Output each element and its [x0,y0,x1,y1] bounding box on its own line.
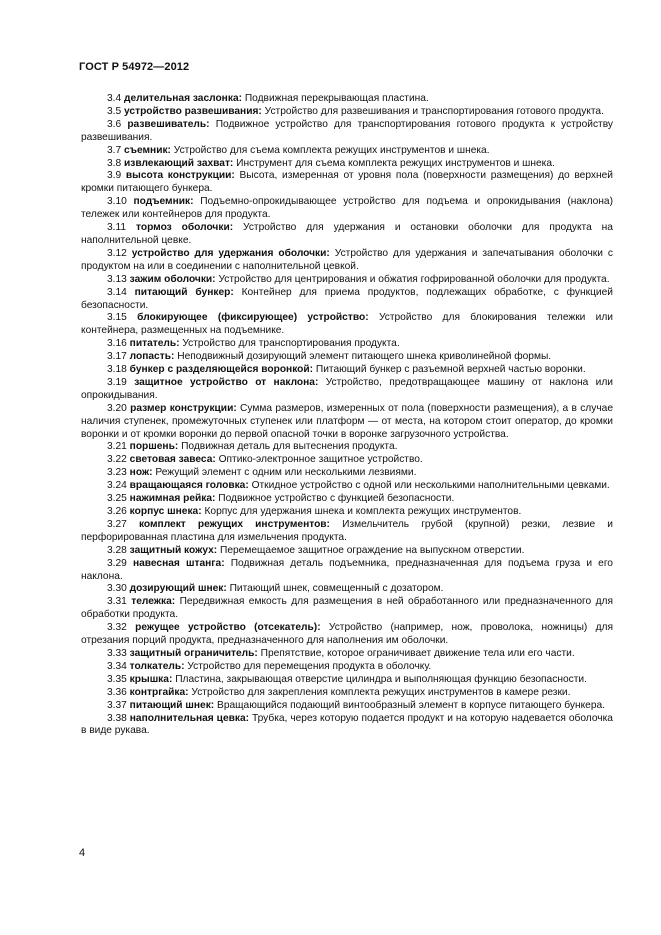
entry-term: крышка: [129,673,173,685]
entry-definition: Питающий шнек, совмещенный с дозатором. [229,583,444,595]
entry-term: контргайка: [129,686,189,698]
definition-entry [81,480,613,493]
entry-term: питающий бункер: [134,286,234,298]
entry-definition: Подвижная деталь для вытеснения продукта. [181,441,398,453]
entry-definition: Инструмент для съема комплекта режущих инструментов и шнека. [236,157,555,169]
definition-entry [81,287,613,313]
entry-number: 3.29 [107,557,127,569]
definition-entry [81,377,613,403]
entry-term: бункер с разделяющейся воронкой: [129,364,314,376]
definition-entry [81,519,613,545]
entry-definition: Перемещаемое защитное ограждение на выпускном отверстии. [220,544,525,556]
entry-number: 3.4 [107,93,122,104]
entry-number: 3.25 [107,493,127,505]
definition-entry [81,700,613,713]
entry-definition: Устройство для съема комплекта режущих инструментов и шнека. [173,144,490,156]
entry-number: 3.10 [107,196,127,208]
entry-term: режущее устройство (отсекатель): [135,622,321,634]
entry-term: подъемник: [133,196,194,208]
entry-term: развешиватель: [127,118,210,130]
entry-term: корпус шнека: [129,506,202,517]
entry-definition: Препятствие, которое ограничивает движение тела или его части. [260,647,575,659]
entry-number: 3.38 [107,712,127,724]
definition-entry [81,119,613,145]
definition-entry [81,170,613,196]
entry-definition: Устройство для блокирования тележки или контейнера, размещенных на подъемнике. [81,312,613,337]
entry-number: 3.14 [107,286,127,298]
entry-definition: Оптико-электронное защитное устройство. [218,454,423,466]
entry-number: 3.17 [107,351,127,363]
entry-term: устройство развешивания: [124,105,262,117]
entry-term: комплект режущих инструментов: [138,518,330,530]
entry-term: тормоз оболочки: [136,222,234,234]
entry-number: 3.37 [107,699,127,711]
entry-term: защитный ограничитель: [129,647,258,659]
entry-definition: Подвижная перекрывающая пластина. [244,93,429,104]
definition-entry [81,351,613,364]
definition-entry [81,506,613,519]
entry-term: защитное устройство от наклона: [134,376,319,388]
definition-entry [81,622,613,648]
entry-number: 3.24 [107,480,127,492]
entry-term: нажимная рейка: [129,493,216,505]
definition-entry [81,403,613,442]
entry-term: защитный кожух: [129,544,218,556]
entry-definition: Подвижное устройство для транспортирования готового продукта к устройству развешивания. [81,118,613,143]
entry-definition: Контейнер для приема продуктов, подлежащих обработке, с функцией безопасности. [81,286,613,311]
entry-definition: Измельчитель грубой (крупной) резки, лезвие и перфорированная пластина для измельчения продукта. [81,518,613,543]
entry-number: 3.19 [107,376,127,388]
entry-definition: Устройство для транспортирования продукта. [182,338,400,350]
definition-entry [81,338,613,351]
entry-number: 3.12 [107,247,127,259]
definition-entry [81,713,613,739]
definition-entry [81,674,613,687]
entry-term: лопасть: [129,351,175,363]
entry-definition: Пластина, закрывающая отверстие цилиндра и выполняющая функцию безопасности. [175,673,587,685]
entry-definition: Режущий элемент с одним или несколькими лезвиями. [155,467,417,479]
entry-definition: Корпус для удержания шнека и комплекта режущих инструментов. [204,506,522,517]
entry-definition: Устройство для удержания и остановки оболочки для продукта на наполнительной цевке. [81,222,613,246]
entry-term: световая завеса: [129,454,216,466]
entry-definition: Передвижная емкость для размещения в ней обработанного или предназначенного для обработки продукта. [81,596,613,621]
entry-definition: Устройство для удержания и запечатывания оболочки с продуктом на или в соединении с наполнительной цевкой. [81,247,613,272]
entry-term: извлекающий захват: [124,157,234,169]
entry-number: 3.36 [107,686,127,698]
entry-number: 3.5 [107,105,122,117]
definition-entry [81,248,613,274]
entry-term: зажим оболочки: [129,273,216,285]
entry-term: делительная заслонка: [124,93,242,104]
entry-definition: Питающий бункер с разъемной верхней частью воронки. [315,364,586,376]
entry-number: 3.21 [107,441,127,453]
entry-number: 3.34 [107,660,127,672]
definition-entry [81,583,613,596]
entry-term: питающий шнек: [129,699,215,711]
definition-entry [81,687,613,700]
document-header: ГОСТ Р 54972—2012 [79,61,190,73]
entry-number: 3.30 [107,583,127,595]
entry-number: 3.7 [107,144,122,156]
entry-number: 3.35 [107,673,127,685]
definition-entry [81,558,613,584]
definition-entry [81,493,613,506]
entry-definition: Устройство для закрепления комплекта режущих инструментов в камере резки. [191,686,571,698]
entry-definition: Устройство, предотвращающее машину от наклона или опрокидывания. [81,376,613,401]
definition-entry [81,454,613,467]
entry-definition: Вращающийся подающий винтообразный элемент в корпусе питающего бункера. [217,699,605,711]
entry-term: устройство для удержания оболочки: [131,247,330,259]
entry-number: 3.23 [107,467,127,479]
entry-number: 3.8 [107,157,122,169]
entry-definition: Трубка, через которую подается продукт и на которую надевается оболочка в виде рукава. [81,712,613,737]
entry-number: 3.16 [107,338,127,350]
entry-number: 3.31 [107,596,127,608]
definition-entry [81,196,613,222]
entry-definition: Подвижная деталь подъемника, предназначенная для подъема груза и его наклона. [81,557,613,582]
entry-term: дозирующий шнек: [129,583,227,595]
definition-entry [81,441,613,454]
page-number: 4 [79,847,86,859]
entry-term: высота конструкции: [125,170,235,182]
entry-number: 3.32 [107,622,127,634]
entry-definition: Высота, измеренная от уровня пола (поверхности размещения) до верхней кромки питающего бункера. [81,170,613,195]
entry-number: 3.26 [107,506,127,517]
entry-term: наполнительная цевка: [129,712,250,724]
entry-term: толкатель: [129,660,185,672]
entry-term: навесная штанга: [132,557,225,569]
entry-term: тележка: [131,596,176,608]
entry-definition: Устройство для развешивания и транспортирования готового продукта. [264,105,604,117]
entry-term: размер конструкции: [130,402,237,414]
entry-number: 3.18 [107,364,127,376]
definition-entry [81,467,613,480]
entry-definition: Устройство (например, нож, проволока, ножницы) для отрезания порций продукта, предназначенного для наполнения им оболочки. [81,622,614,647]
entry-number: 3.28 [107,544,127,556]
entry-definition: Откидное устройство с одной или несколькими наполнительными цевками. [251,480,610,492]
definition-entry [81,648,613,661]
definition-entry [81,106,613,119]
entry-term: блокирующее (фиксирующее) устройство: [137,312,369,324]
definition-entry [81,545,613,558]
definition-entry [81,222,613,248]
entry-number: 3.22 [107,454,127,466]
entry-term: съемник: [124,144,171,156]
entry-number: 3.15 [107,312,127,324]
entry-definition: Устройство для центрирования и обжатия гофрированной оболочки для продукта. [218,273,610,285]
entry-term: нож: [129,467,153,479]
entry-number: 3.6 [107,118,122,130]
entry-number: 3.27 [107,518,127,530]
entry-number: 3.20 [107,402,127,414]
entry-term: поршень: [129,441,179,453]
definition-entry [81,145,613,158]
entry-term: вращающаяся головка: [129,480,249,492]
definition-entry [81,312,613,338]
entry-definition: Подъемно-опрокидывающее устройство для подъема и опрокидывания (наклона) тележек или контейнеров для продукта. [81,196,613,221]
entry-term: питатель: [129,338,180,350]
definition-entry [81,93,613,106]
entry-definition: Неподвижный дозирующий элемент питающего шнека криволинейной формы. [177,351,552,363]
entry-number: 3.33 [107,647,127,659]
entry-definition: Устройство для перемещения продукта в оболочку. [187,660,432,672]
definition-entry [81,364,613,377]
definition-entry [81,274,613,287]
entry-number: 3.13 [107,273,127,285]
entry-definition: Сумма размеров, измеренных от пола (поверхности размещения), а в случае наличия ступенек, промежуточных ступенек или платформ — от места, на котором стоит оператор, до кромки воронки и от кромки воронки до первой опасной точки в воронке загрузочного устройства. [81,402,613,440]
definitions-list [81,93,613,738]
entry-definition: Подвижное устройство с функцией безопасности. [218,493,455,505]
definition-entry [81,158,613,171]
definition-entry [81,596,613,622]
definition-entry [81,661,613,674]
entry-number: 3.11 [107,222,127,234]
entry-number: 3.9 [107,170,122,182]
